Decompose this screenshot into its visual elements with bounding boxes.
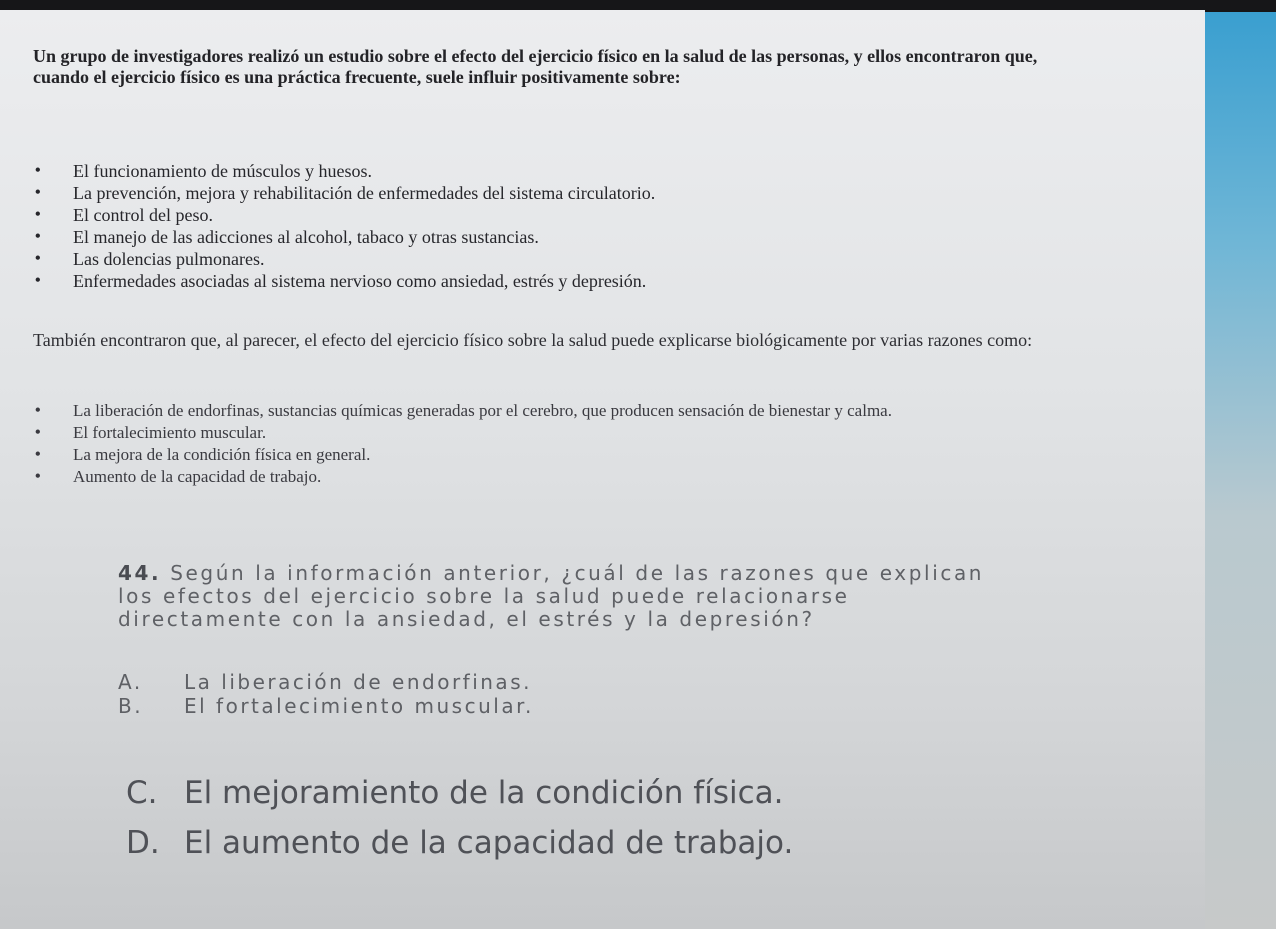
option-b[interactable]	[118, 694, 534, 718]
list-item: • Aumento de la capacidad de trabajo.	[33, 466, 1093, 488]
option-text: El mejoramiento de la condición física.	[184, 775, 784, 811]
benefits-list	[33, 160, 1083, 292]
option-letter: D.	[126, 825, 160, 861]
list-item: • El control del peso.	[33, 204, 1083, 226]
list-item: • El funcionamiento de músculos y huesos.	[33, 160, 1083, 182]
question-number: 44.	[118, 561, 162, 585]
option-letter: B.	[118, 694, 144, 718]
option-a[interactable]	[118, 670, 532, 694]
question-44	[118, 562, 1018, 631]
list-item: • Enfermedades asociadas al sistema nervioso como ansiedad, estrés y depresión.	[33, 270, 1083, 292]
option-text: El aumento de la capacidad de trabajo.	[184, 825, 794, 861]
intro-paragraph: Un grupo de investigadores realizó un estudio sobre el efecto del ejercicio físico en la salud de las personas, y ellos encontraron que, cuando el ejercicio físico es una práctica frecuente, suele influir positivamente sobre:	[33, 46, 1038, 87]
option-text: El fortalecimiento muscular.	[184, 694, 534, 718]
reasons-list	[33, 400, 1093, 488]
option-letter: C.	[126, 775, 158, 811]
question-text: Según la información anterior, ¿cuál de las razones que explican los efectos del ejercicio sobre la salud puede relacionarse directamente con la ansiedad, el estrés y la depresión?	[118, 561, 985, 631]
list-item: • El fortalecimiento muscular.	[33, 422, 1093, 444]
list-item: • La mejora de la condición física en general.	[33, 444, 1093, 466]
second-paragraph: También encontraron que, al parecer, el efecto del ejercicio físico sobre la salud puede explicarse biológicamente por varias razones como:	[33, 330, 1033, 350]
list-item: • Las dolencias pulmonares.	[33, 248, 1083, 270]
option-d[interactable]	[126, 825, 793, 861]
exam-page	[0, 10, 1205, 929]
option-c[interactable]	[126, 775, 783, 811]
list-item: • La liberación de endorfinas, sustancias químicas generadas por el cerebro, que producen sensación de bienestar y calma.	[33, 400, 1093, 422]
option-letter: A.	[118, 670, 143, 694]
list-item: • El manejo de las adicciones al alcohol, tabaco y otras sustancias.	[33, 226, 1083, 248]
list-item: • La prevención, mejora y rehabilitación de enfermedades del sistema circulatorio.	[33, 182, 1083, 204]
option-text: La liberación de endorfinas.	[184, 670, 532, 694]
